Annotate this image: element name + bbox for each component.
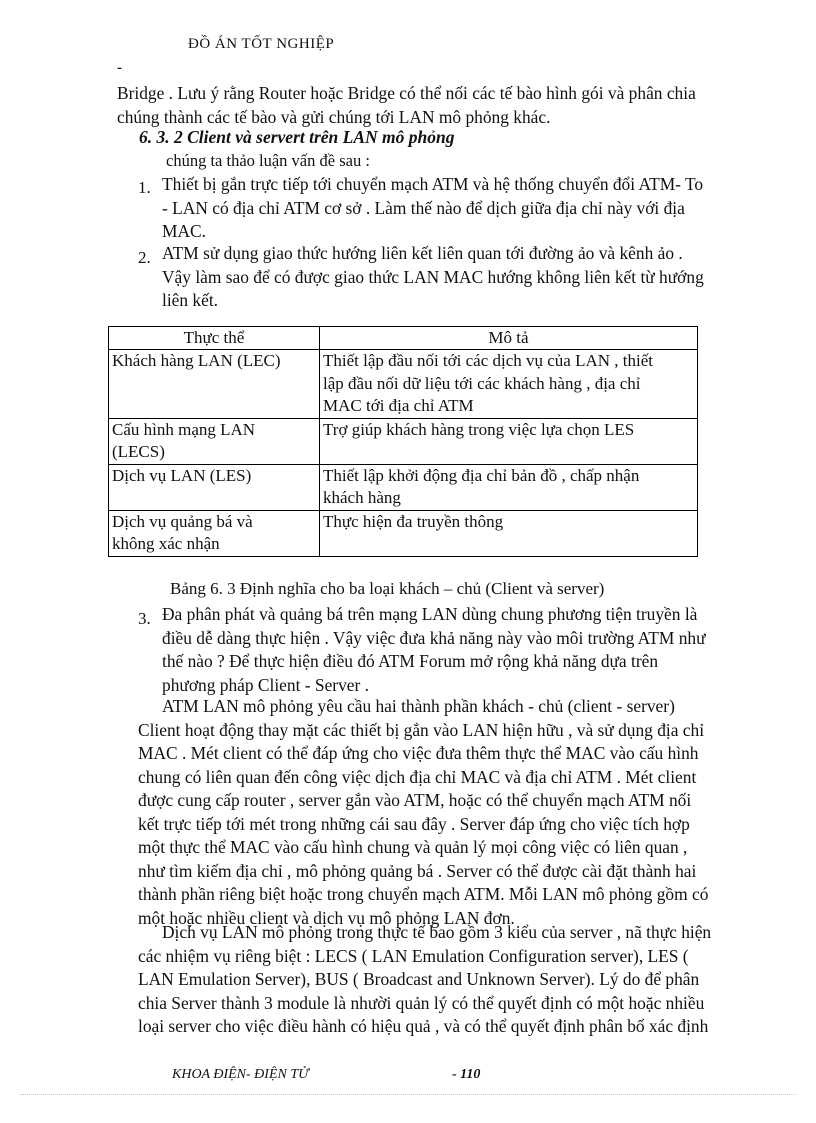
column-header-description: Mô tả [320,327,698,350]
text-line: ATM LAN mô phỏng yêu cầu hai thành phần khách - chủ (client - server) [162,696,675,716]
entity-cell [109,418,320,464]
cell-line: (LECS) [112,442,165,461]
section-intro: chúng ta thảo luận vấn đề sau : [166,151,370,170]
cell-line: Thực hiện đa truyền thông [323,511,504,531]
intro-paragraph [117,82,696,129]
table-row [109,418,698,464]
page-header: ĐỒ ÁN TỐT NGHIỆP [188,36,335,52]
cell-line: Thiết lập khởi động địa chỉ bản đồ , chấp nhận [323,465,640,485]
text-line: các nhiệm vụ riêng biệt : LECS ( LAN Emulation Configuration server), LES ( [138,945,689,966]
text-line: như tìm kiếm địa chỉ , mô phỏng quảng bá . Server có thể được cài đặt thành hai [138,860,697,881]
column-header-entity: Thực thể [109,327,320,350]
text-line: MAC. [162,221,206,241]
text-line: Đa phân phát và quảng bá trên mạng LAN dùng chung phương tiện truyền là [162,604,698,624]
body-paragraph [138,695,708,930]
table-caption: Bảng 6. 3 Định nghĩa cho ba loại khách – chủ (Client và server) [170,579,605,598]
page-number: - 110 [452,1067,481,1082]
cell-line: lập đầu nối dữ liệu tới các khách hàng , địa chỉ [323,373,641,393]
list-item [162,173,703,244]
cell-line: Cấu hình mạng LAN [112,419,256,439]
text-line: Dịch vụ LAN mô phỏng trong thực tế bao gồm 3 kiểu của server , nã thực hiện [162,922,712,942]
table-row [109,510,698,556]
text-line: liên kết. [162,290,219,310]
cell-line: Dịch vụ LAN (LES) [112,465,252,485]
entity-table [108,326,698,557]
description-cell [320,350,698,419]
table-header-row [109,327,698,350]
description-cell [320,510,698,556]
cell-line: Dịch vụ quảng bá và [112,511,253,531]
text-line: - LAN có địa chỉ ATM cơ sở . Làm thế nào để dịch giữa địa chỉ này với địa [162,197,685,218]
cell-line: khách hàng [323,488,401,507]
entity-cell [109,510,320,556]
text-line: chúng thành các tế bào và gửi chúng tới LAN mô phỏng khác. [117,106,551,127]
cell-line: không xác nhận [112,534,220,553]
text-line: MAC . Mét client có thể đáp ứng cho việc đưa thêm thực thể MAC vào cấu hình [138,743,699,763]
text-line: thế nào ? Để thực hiện điều đó ATM Forum mở rộng khả năng dựa trên [162,651,659,671]
list-item [162,242,704,313]
text-line: chung có liên quan đến công việc dịch địa chỉ MAC và địa chỉ ATM . Mét client [138,766,697,787]
footer-divider [20,1094,796,1095]
description-cell [320,464,698,510]
entity-cell [109,464,320,510]
table-row [109,350,698,419]
list-number: 1. [138,178,151,197]
entity-cell [109,350,320,419]
text-line: kết trực tiếp tới mét trong những cái sau đây . Server đáp ứng cho việc tích hợp [138,813,690,834]
cell-line: Thiết lập đầu nối tới các dịch vụ của LAN , thiết [323,351,653,370]
text-line: một hoặc nhiều client và dịch vụ mô phỏng LAN đơn. [138,907,515,928]
dash-mark: - [117,60,122,76]
text-line: LAN Emulation Server), BUS ( Broadcast and Unknown Server). Lý do để phân [138,969,700,989]
list-number: 2. [138,248,151,267]
text-line: Client hoạt động thay mặt các thiết bị gắn vào LAN hiện hữu , và sử dụng địa chỉ [138,719,705,740]
text-line: loại server cho việc điều hành có hiệu quả , và có thể quyết định phân bố xác định [138,1016,709,1036]
text-line: ATM sử dụng giao thức hướng liên kết liên quan tới đường ảo và kênh ảo . [162,243,683,263]
section-heading: 6. 3. 2 Client và servert trên LAN mô phỏng [139,127,455,147]
body-paragraph [138,921,711,1039]
cell-line: MAC tới địa chỉ ATM [323,396,474,415]
text-line: Thiết bị gắn trực tiếp tới chuyển mạch ATM và hệ thống chuyển đổi ATM- To [162,174,704,194]
description-cell [320,418,698,464]
cell-line: Khách hàng LAN (LEC) [112,351,281,370]
cell-line: Trợ giúp khách hàng trong việc lựa chọn LES [323,419,635,439]
text-line: một thực thể MAC vào cấu hình chung và quản lý mọi công việc có liên quan , [138,837,688,857]
list-number: 3. [138,609,151,628]
text-line: thành phần riêng biệt hoặc trong chuyển mạch ATM. Mỗi LAN mô phỏng gồm có [138,884,709,904]
table-row [109,464,698,510]
text-line: điều dễ dàng thực hiện . Vậy việc đưa khả năng này vào môi trường ATM như [162,627,706,648]
text-line: được cung cấp router , server gắn vào ATM, hoặc có thể chuyển mạch ATM nối [138,790,692,810]
footer-department: KHOA ĐIỆN- ĐIỆN TỬ [172,1067,309,1082]
text-line: chia Server thành 3 module là nhười quản lý có thể quyết định có một hoặc nhiều [138,992,705,1013]
list-item [162,603,706,697]
text-line: phương pháp Client - Server . [162,674,369,695]
text-line: Bridge . Lưu ý rằng Router hoặc Bridge có thể nối các tế bào hình gói và phân chia [117,83,696,103]
text-line: Vậy làm sao để có được giao thức LAN MAC hướng không liên kết từ hướng [162,266,704,287]
